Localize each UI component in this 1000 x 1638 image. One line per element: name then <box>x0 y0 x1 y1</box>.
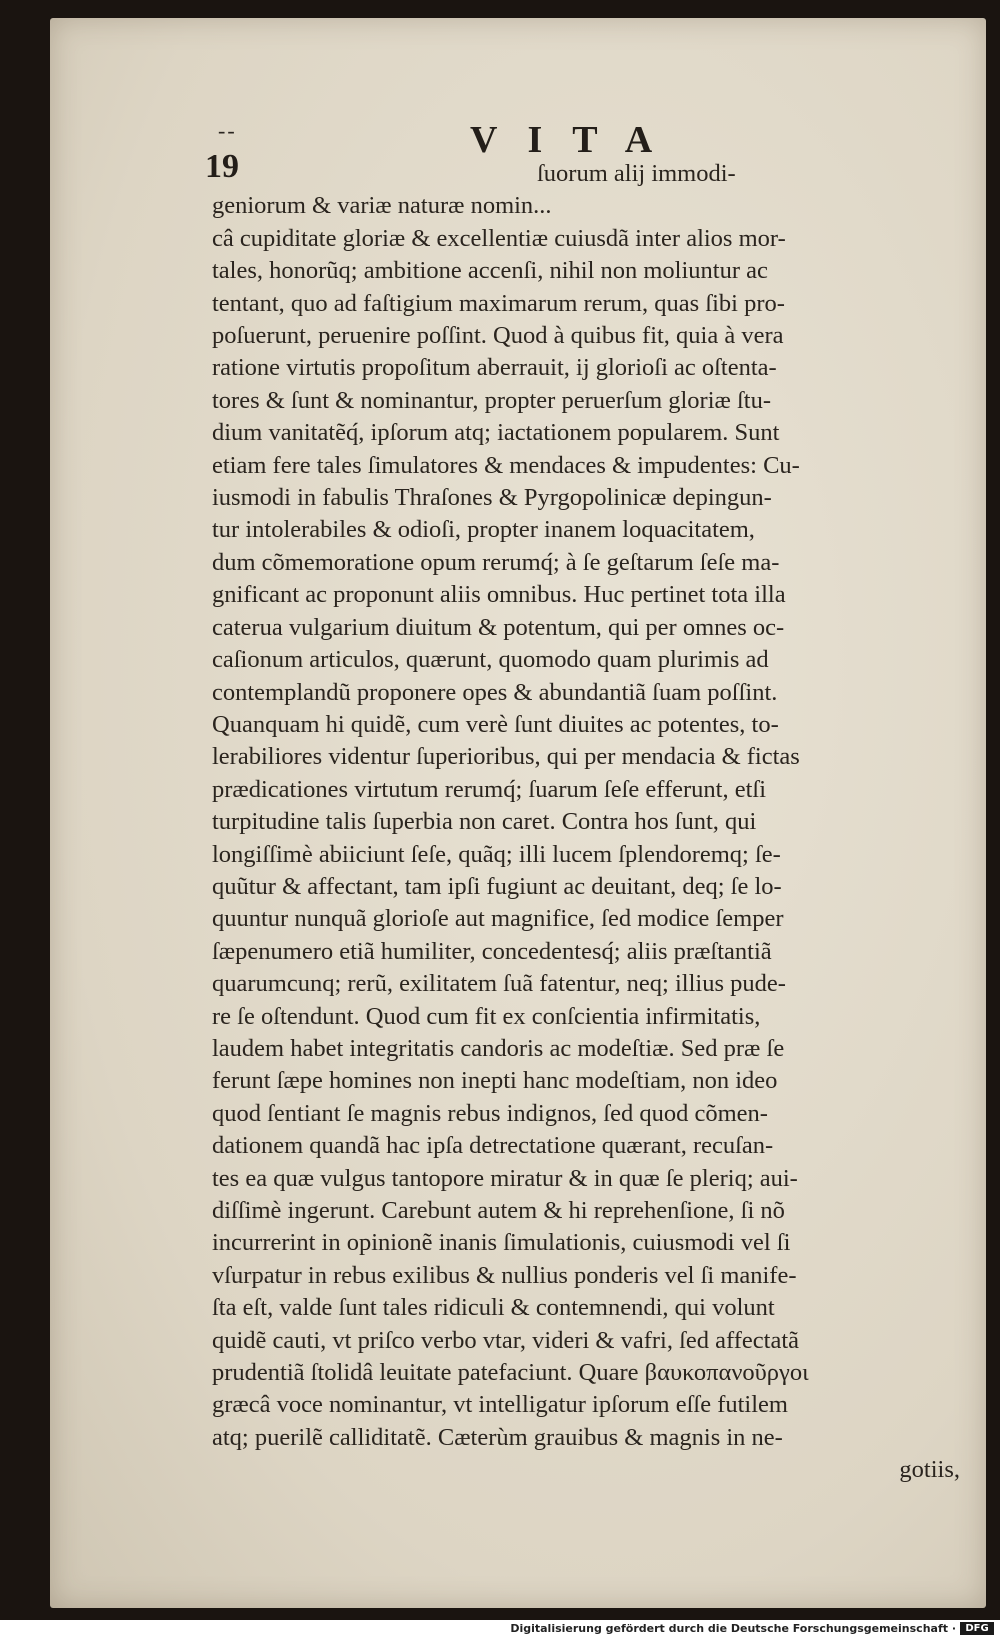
text-line: ſæpenumero etiã humiliter, concedentesq́; aliis præſtantiã <box>212 937 772 965</box>
text-line: dum cõmemoratione opum rerumq́; à ſe geſtarum ſeſe ma- <box>212 548 780 576</box>
catchword: gotiis, <box>899 1456 960 1484</box>
text-line: longiſſimè abiiciunt ſeſe, quãq; illi lucem ſplendoremq; ſe- <box>212 840 781 868</box>
text-line: iusmodi in fabulis Thraſones & Pyrgopolinicæ depingun- <box>212 484 772 512</box>
running-head: VITA <box>470 119 683 161</box>
text-line: lerabiliores videntur ſuperioribus, qui per mendacia & fictas <box>212 743 800 771</box>
text-line: quidẽ cauti, vt priſco verbo vtar, videri & vafri, ſed affectatã <box>212 1326 800 1354</box>
text-line: tur intolerabiles & odioſi, propter inanem loquacitatem, <box>212 516 755 544</box>
text-line: incurrerint in opinionẽ inanis ſimulationis, cuiusmodi vel ſi <box>212 1229 791 1257</box>
text-line: quuntur nunquã glorioſe aut magnifice, ſed modice ſemper <box>212 905 784 933</box>
text-line: geniorum & variæ naturæ nomin... <box>212 192 552 220</box>
text-line: vſurpatur in rebus exilibus & nullius ponderis vel ſi manife- <box>212 1261 797 1289</box>
text-line: quod ſentiant ſe magnis rebus indignos, ſed quod cõmen- <box>212 1099 768 1127</box>
text-line: etiam fere tales ſimulatores & mendaces & impudentes: Cu- <box>212 451 800 479</box>
text-line: caſionum articulos, quærunt, quomodo quam plurimis ad <box>212 646 769 674</box>
text-line: tores & ſunt & nominantur, propter peruerſum gloriæ ſtu- <box>212 386 772 414</box>
text-line: gnificant ac proponunt aliis omnibus. Huc pertinet tota illa <box>212 581 786 609</box>
text-line: ſta eſt, valde ſunt tales ridiculi & contemnendi, qui volunt <box>212 1294 775 1322</box>
text-line: ratione virtutis propoſitum aberrauit, ij glorioſi ac oſtenta- <box>212 354 777 382</box>
text-line: quarumcunq; rerũ, exilitatem ſuã fatentur, neq; illius pude- <box>212 970 786 998</box>
text-line: atq; puerilẽ calliditatẽ. Cæterùm grauibus & magnis in ne- <box>212 1423 783 1451</box>
text-line: câ cupiditate gloriæ & excellentiæ cuiusdã inter alios mor- <box>212 224 786 252</box>
text-line: laudem habet integritatis candoris ac modeſtiæ. Sed præ ſe <box>212 1034 785 1062</box>
body-text <box>212 158 964 1487</box>
text-line: prædicationes virtutum rerumq́; ſuarum ſeſe efferunt, etſi <box>212 775 767 803</box>
text-line: poſuerunt, peruenire poſſint. Quod à quibus fit, quia à vera <box>212 322 784 350</box>
text-line: dium vanitatẽq́, ipſorum atq; iactationem popularem. Sunt <box>212 419 780 447</box>
dfg-logo: DFG <box>960 1622 994 1635</box>
text-line: græcâ voce nominantur, vt intelligatur ipſorum eſſe futilem <box>212 1391 788 1419</box>
text-line: tes ea quæ vulgus tantopore miratur & in quæ ſe pleriq; aui- <box>212 1164 798 1192</box>
page-number: 19 <box>205 148 239 185</box>
text-line: dationem quandã hac ipſa detrectatione quærant, recuſan- <box>212 1132 774 1160</box>
text-line: contemplandũ proponere opes & abundantiã ſuam poſſint. <box>212 678 778 706</box>
text-line: tales, honorũq; ambitione accenſi, nihil non moliuntur ac <box>212 257 768 285</box>
text-line: ferunt ſæpe homines non inepti hanc modeſtiam, non ideo <box>212 1067 778 1095</box>
text-line: diſſimè ingerunt. Carebunt autem & hi reprehenſione, ſi nõ <box>212 1197 785 1224</box>
text-line: Quanquam hi quidẽ, cum verè ſunt diuites ac potentes, to- <box>212 710 779 738</box>
text-line: prudentiã ſtolidâ leuitate patefaciunt. Quare βαυκοπανοῦργοι <box>212 1359 809 1387</box>
text-line: quũtur & affectant, tam ipſi fugiunt ac deuitant, deq; ſe lo- <box>212 872 782 900</box>
header-dash: -- <box>218 118 237 143</box>
funding-credit: Digitalisierung gefördert durch die Deutsche Forschungsgemeinschaft · <box>510 1622 956 1635</box>
text-line: ſuorum alij immodi- <box>537 160 736 187</box>
text-line: turpitudine talis ſuperbia non caret. Contra hos ſunt, qui <box>212 808 757 836</box>
text-line: tentant, quo ad faſtigium maximarum rerum, quas ſibi pro- <box>212 289 785 317</box>
text-line: caterua vulgarium diuitum & potentum, qui per omnes oc- <box>212 613 785 641</box>
text-line: re ſe oſtendunt. Quod cum fit ex conſcientia infirmitatis, <box>212 1002 761 1030</box>
